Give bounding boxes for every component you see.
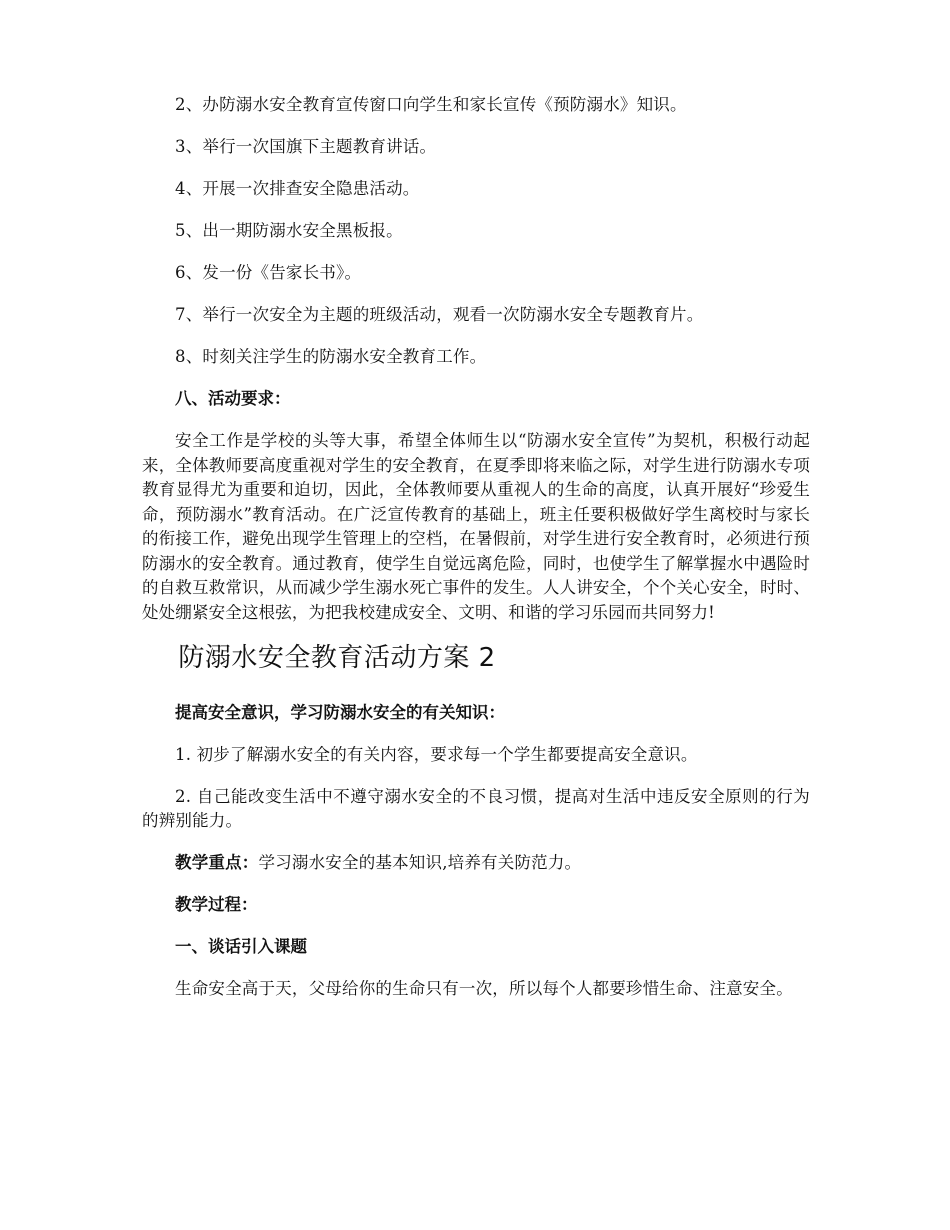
goal-item-1: 1. 初步了解溺水安全的有关内容，要求每一个学生都要提高安全意识。 xyxy=(175,745,698,764)
step-1-body: 生命安全高于天，父母给你的生命只有一次，所以每个人都要珍惜生命、注意安全。 xyxy=(175,979,793,998)
teaching-key-text: 学习溺水安全的基本知识,培养有关防范力。 xyxy=(258,853,582,872)
activity-item-4: 4、开展一次排查安全隐患活动。 xyxy=(175,179,420,198)
activity-item-8: 8、时刻关注学生的防溺水安全教育工作。 xyxy=(175,347,487,366)
teaching-key-label: 教学重点： xyxy=(175,853,259,872)
plan-2-title: 防溺水安全教育活动方案 2 xyxy=(178,643,496,673)
teaching-key-point xyxy=(142,851,810,875)
section-8-body: 安全工作是学校的头等大事，希望全体师生以“防溺水安全宣传”为契机，积极行动起来，全体教师要高度重视对学生的安全教育，在夏季即将来临之际，对学生进行防溺水专项教育显得尤为重要和迫切，因此，全体教师要从重视人的生命的高度，认真开展好“珍爱生命，预防溺水”教育活动。在广泛宣传教育的基础上，班主任要积极做好学生离校时与家长的衔接工作，避免出现学生管理上的空档，在暑假前，对学生进行安全教育时，必须进行预防溺水的安全教育。通过教育，使学生自觉远离危险，同时，也使学生了解掌握水中遇险时的自救互救常识，从而减少学生溺水死亡事件的发生。人人讲安全，个个关心安全，时时、处处绷紧安全这根弦，为把我校建成安全、文明、和谐的学习乐园而共同努力! xyxy=(142,431,810,622)
goal-heading: 提高安全意识，学习防溺水安全的有关知识： xyxy=(175,703,505,722)
activity-item-2: 2、办防溺水安全教育宣传窗口向学生和家长宣传《预防溺水》知识。 xyxy=(175,95,687,114)
activity-item-7: 7、举行一次安全为主题的班级活动，观看一次防溺水安全专题教育片。 xyxy=(175,305,704,324)
section-8-heading: 八、活动要求： xyxy=(175,389,291,408)
goal-item-2: 2. 自己能改变生活中不遵守溺水安全的不良习惯，提高对生活中违反安全原则的行为的辨别能力。 xyxy=(142,787,810,830)
step-1-heading: 一、谈话引入课题 xyxy=(175,937,307,956)
activity-item-5: 5、出一期防溺水安全黑板报。 xyxy=(175,221,403,240)
document-content xyxy=(142,93,810,1019)
teaching-process-heading: 教学过程： xyxy=(175,895,258,914)
activity-item-3: 3、举行一次国旗下主题教育讲话。 xyxy=(175,137,437,156)
activity-item-6: 6、发一份《告家长书》。 xyxy=(175,263,362,282)
